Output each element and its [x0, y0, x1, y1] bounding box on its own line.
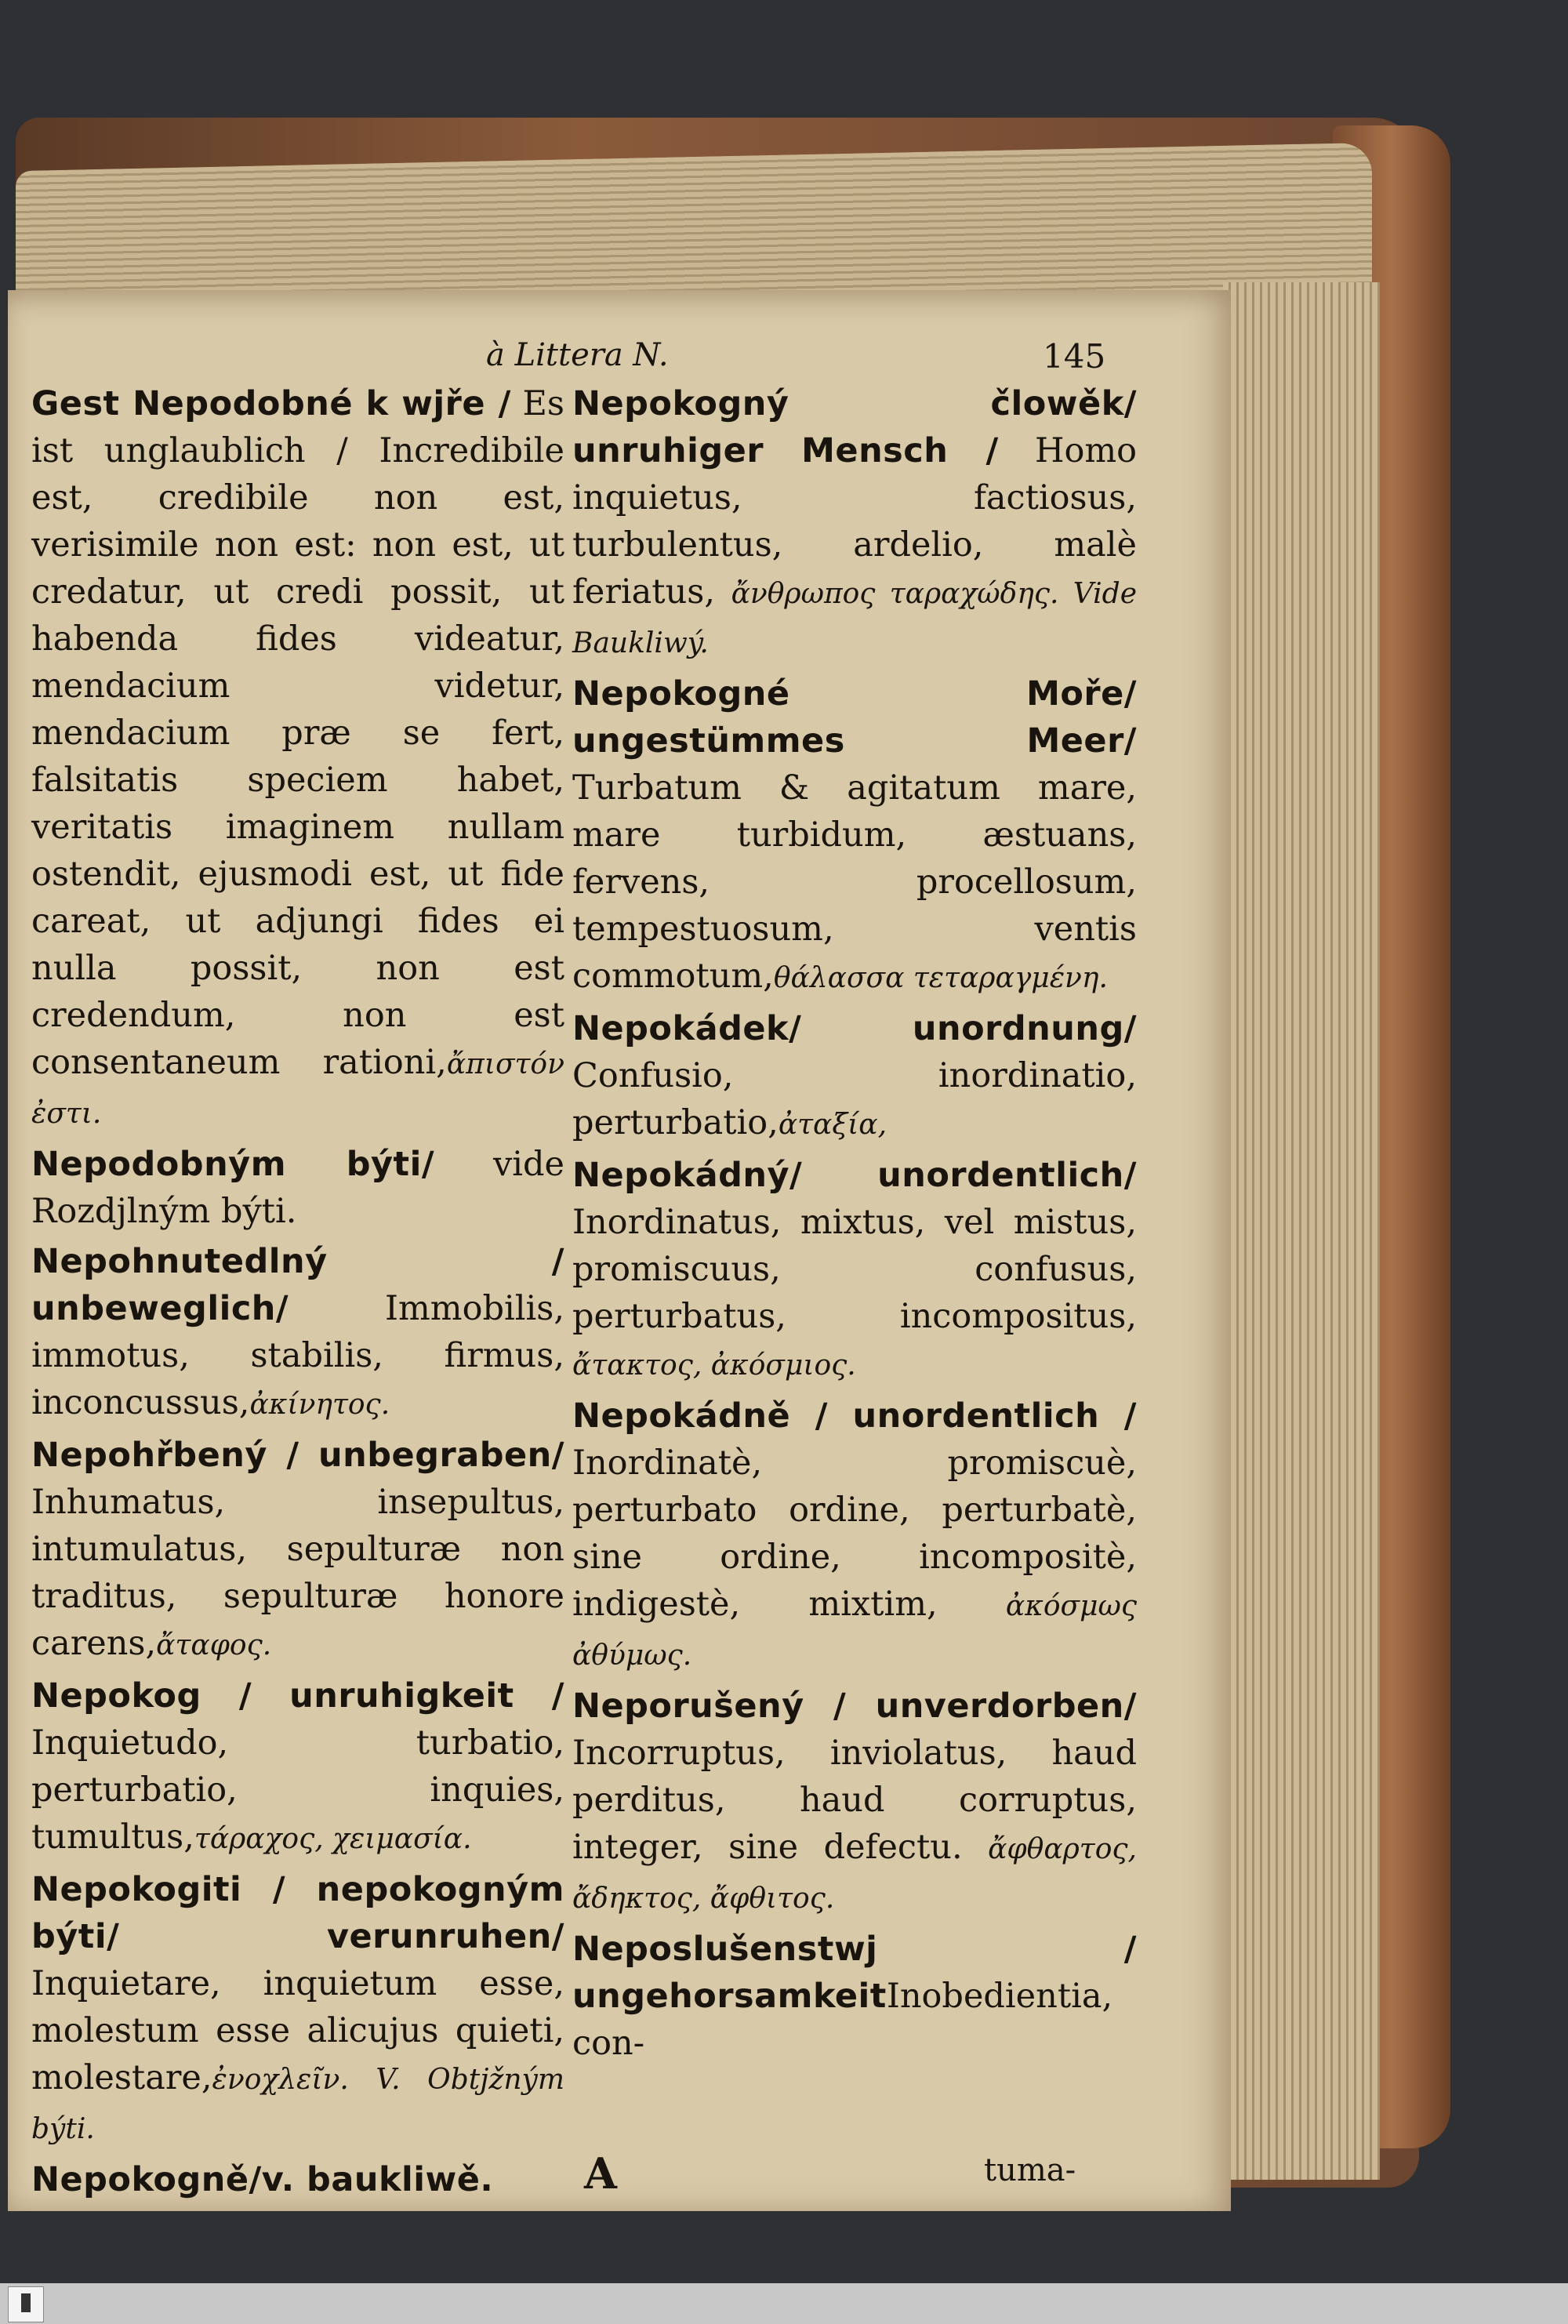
- dictionary-entry: [31, 380, 564, 1138]
- headword: Nepokog / unruhigkeit /: [31, 1676, 564, 1716]
- greek-gloss: τάραχος, χειμασία.: [194, 1823, 472, 1855]
- headword: Nepokádný/ unordentlich/: [572, 1156, 1137, 1195]
- library-logo-icon: [8, 2286, 44, 2322]
- page-edges-side: [1223, 282, 1380, 2180]
- dictionary-entry: [572, 380, 1137, 667]
- dictionary-entry: [572, 1926, 1137, 2067]
- cross-reference: v. baukliwě.: [261, 2160, 494, 2199]
- headword: Gest Nepodobné k wjře /: [31, 384, 511, 423]
- definition: Es ist unglaublich / Incredibile est, credibile non est, verisimile non est: non est, ut credatur, ut credi possit, ut habenda fides videatur, mendacium videtur, mendacium præ se fert, falsitatis speciem habet, veritatis imaginem nullam ostendit, ejusmodi est, ut fide careat, ut adjungi fides ei nulla possit, non est credendum, non est consentaneum rationi,: [31, 384, 564, 1082]
- definition: Homo inquietus, factiosus, turbulentus, ardelio, malè feriatus,: [572, 431, 1138, 612]
- definition: Turbatum & agitatum mare, mare turbidum, æstuans, fervens, procellosum, tempestuosum, ventis commotum,: [572, 768, 1137, 996]
- greek-gloss: ἄφθαρτος, ἄδηκτος, ἄφθιτος.: [572, 1833, 1137, 1915]
- definition: Inordinatus, mixtus, vel mistus, promiscuus, confusus, perturbatus, incompositus,: [572, 1203, 1137, 1336]
- dictionary-entry: [572, 1005, 1137, 1149]
- page-header: [8, 337, 1231, 384]
- definition: Inhumatus, insepultus, intumulatus, sepulturæ non traditus, sepulturæ honore carens,: [31, 1483, 564, 1663]
- dictionary-entry: [572, 1683, 1137, 1923]
- dictionary-entry: [31, 1141, 564, 1235]
- greek-gloss: ἄπιστόν ἐστι.: [31, 1048, 564, 1130]
- headword: Nepokogiti / nepokogným býti/ verunruhen/: [31, 1870, 564, 1956]
- headword: Nepohnutedlný / unbeweglich/: [31, 1242, 564, 1328]
- headword: Nepokádně / unordentlich /: [572, 1396, 1137, 1436]
- headword: Nepokogné Moře/ ungestümmes Meer/: [572, 674, 1137, 761]
- book-page: [8, 290, 1231, 2211]
- signature-mark: A: [584, 2148, 617, 2199]
- right-column: [572, 380, 1137, 2070]
- headword: Nepokádek/ unordnung/: [572, 1009, 1137, 1048]
- greek-gloss: ἄταφος.: [156, 1629, 272, 1661]
- dictionary-entry: [31, 1866, 564, 2153]
- greek-gloss: ἀκόσμως ἀθύμως.: [572, 1590, 1137, 1672]
- definition: Confusio, inordinatio, perturbatio,: [572, 1056, 1137, 1142]
- definition: Inobedientia, con-: [572, 1977, 1113, 2063]
- dictionary-entry: [572, 1152, 1137, 1389]
- dictionary-entry: [572, 670, 1137, 1002]
- headword: Neposlušenstwj / ungehorsamkeit: [572, 1930, 1137, 2016]
- greek-gloss: ἐνοχλεῖν. V. Obtjžným býti.: [31, 2064, 564, 2145]
- dictionary-entry: [31, 1672, 564, 1863]
- catchword: tuma-: [984, 2152, 1076, 2188]
- definition: vide Rozdjlným býti.: [31, 1145, 564, 1231]
- headword: Neporušený / unverdorben/: [572, 1687, 1137, 1726]
- dictionary-entry: [31, 1432, 564, 1669]
- headword: Nepokogně/: [31, 2160, 262, 2199]
- definition: Inquietudo, turbatio, perturbatio, inquies, tumultus,: [31, 1723, 564, 1857]
- definition: Inordinatè, promiscuè, perturbato ordine, perturbatè, sine ordine, incompositè, indigestè, mixtim,: [572, 1443, 1137, 1624]
- greek-gloss: ἀταξία,: [778, 1109, 887, 1141]
- greek-gloss: ἄνθρωπος ταραχώδης. Vide Baukliwý.: [572, 578, 1138, 659]
- dictionary-entry: [31, 1238, 564, 1429]
- page-number: 145: [1043, 337, 1106, 376]
- greek-gloss: ἀκίνητος.: [249, 1389, 390, 1421]
- definition: Incorruptus, inviolatus, haud perditus, haud corruptus, integer, sine defectu.: [572, 1734, 1137, 1867]
- headword: Nepohřbený / unbegraben/: [31, 1436, 564, 1475]
- definition: Inquietare, inquietum esse, molestum esse alicujus quieti, molestare,: [31, 1964, 564, 2097]
- greek-gloss: ἄτακτος, ἀκόσμιος.: [572, 1349, 856, 1382]
- dictionary-entry: [572, 1393, 1137, 1679]
- left-column: [31, 380, 564, 2206]
- running-head: à Littera N.: [486, 337, 669, 373]
- greek-gloss: θάλασσα τεταραγμένη.: [773, 962, 1108, 994]
- viewer-bottom-bar: [0, 2283, 1568, 2324]
- definition: Immobilis, immotus, stabilis, firmus, inconcussus,: [31, 1289, 564, 1422]
- headword: Nepokogný člowěk/ unruhiger Mensch /: [572, 384, 1137, 470]
- headword: Nepodobným býti/: [31, 1145, 435, 1184]
- dictionary-entry: [31, 2156, 564, 2203]
